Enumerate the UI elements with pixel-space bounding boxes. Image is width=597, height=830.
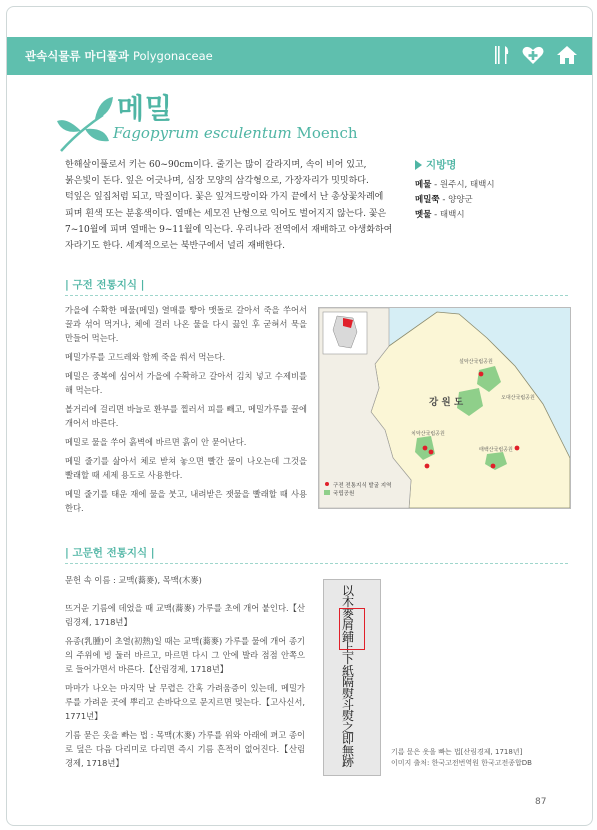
- intro-line: 자라기도 한다. 세계적으로는 북반구에서 널리 재배한다.: [65, 241, 285, 252]
- page-frame: [6, 6, 593, 826]
- category-english: Polygonaceae: [133, 49, 213, 63]
- oral-knowledge-heading: | 구전 전통지식 |: [65, 279, 145, 291]
- map-park-label: 오대산국립공원: [501, 395, 535, 401]
- local-name-item: [415, 208, 565, 223]
- literature-paragraph: 뜨거운 기름에 데었을 때 교맥(蕎麥) 가루를 초에 개어 붙인다.【산림경제, 1718년】: [65, 603, 305, 627]
- header-icons: [494, 44, 578, 66]
- map-legend-park: 국립공원: [333, 491, 355, 497]
- local-name: 메밀쭉: [415, 195, 440, 205]
- local-name-place: - 원주시, 태백시: [431, 180, 495, 190]
- literature-paragraph: 기름 묻은 옷을 빠는 법 : 목맥(木麥) 가루를 위와 아래에 펴고 종이로 덮은 다음 다리미로 다리면 즉시 기름 흔적이 없어진다.【산림경제, 1718년】: [65, 730, 305, 768]
- local-names-heading: [415, 157, 565, 172]
- page-number: 87: [535, 797, 547, 807]
- gangwon-map: [318, 307, 571, 509]
- utensils-icon[interactable]: [494, 44, 510, 66]
- image-caption-source: 이미지 출처: 한국고전번역원 한국고전종합DB: [391, 759, 532, 767]
- intro-line: 피며 흰색 또는 분홍색이다. 열매는 세모진 난형으로 익어도 벌어지지 않는다. 꽃은: [65, 208, 387, 219]
- oral-paragraph: 메밀로 물을 쑤어 흙벽에 바르면 흙이 안 묻어난다.: [65, 437, 247, 447]
- plant-korean-name: 메밀: [117, 92, 174, 125]
- intro-line: 7~10월에 피며 열매는 9~11월에 익는다. 우리나라 전역에서 재배하고 야생화하여: [65, 224, 393, 235]
- map-park-label: 태백산국립공원: [479, 447, 513, 453]
- scientific-binomial: Fagopyrum esculentum: [113, 124, 292, 142]
- literature-knowledge-heading: | 고문헌 전통지식 |: [65, 547, 155, 559]
- section-divider: [65, 295, 568, 296]
- oral-paragraph: 메밀가루를 고드레와 함께 죽을 쒀서 먹는다.: [65, 352, 226, 362]
- local-name-place: - 태백시: [431, 210, 465, 220]
- intro-line: 붉은빛이 돈다. 잎은 어긋나며, 심장 모양의 삼각형으로, 가장자리가 밋밋하다.: [65, 176, 369, 187]
- heart-plus-icon[interactable]: [522, 45, 544, 65]
- local-names-box: [415, 157, 565, 223]
- classical-text-image: [323, 579, 381, 776]
- literature-knowledge-text: [65, 573, 305, 775]
- map-province-label: 강 원 도: [429, 397, 464, 408]
- literature-names: 문헌 속 이름 : 교맥(蕎麥), 목맥(木麥): [65, 575, 202, 585]
- intro-description: [65, 157, 405, 254]
- local-name-item: [415, 193, 565, 208]
- oral-paragraph: 메밀은 중복에 심어서 가을에 수확하고 갈아서 김치 넣고 수제비를 해 먹는다.: [65, 371, 307, 395]
- intro-line: 턱잎은 잎집처럼 되고, 막질이다. 꽃은 잎겨드랑이와 가지 끝에서 난 총상꽃차례에: [65, 192, 384, 203]
- local-name: 멧물: [415, 210, 432, 220]
- map-legend-site: 구전 전통지식 발굴 지역: [333, 483, 392, 489]
- local-name-item: [415, 178, 565, 193]
- literature-paragraph: 유종(乳腫)이 초열(初熱)일 때는 교맥(蕎麥) 가루를 물에 개어 종기의 주위에 빙 둘러 바르고, 마르면 다시 그 안에 발라 점점 안쪽으로 들어가면서 바른다.【산림경제, 1718년】: [65, 636, 305, 674]
- oral-paragraph: 메밀 줄기를 태운 재에 물을 붓고, 내려받은 잿물을 빨래할 때 사용한다.: [65, 489, 307, 513]
- map-park-label: 치악산국립공원: [411, 431, 445, 437]
- intro-line: 한해살이풀로서 키는 60~90cm이다. 줄기는 많이 갈라지며, 속이 비어 있고,: [65, 160, 367, 170]
- home-icon[interactable]: [556, 45, 578, 65]
- oral-knowledge-text: [65, 303, 307, 520]
- scientific-author: Moench: [296, 124, 358, 142]
- classical-text-characters: 以木麥屑鋪上下紙隔熨斗熨之即無跡: [342, 584, 355, 770]
- oral-paragraph: 가을에 수확한 메물(메밀) 열매를 빻아 맷돌로 갈아서 죽을 쑤어서 꿀과 섞어 먹거나, 체에 걸러 나온 물을 다시 끓인 후 굳혀서 묵을 만들어 먹는다.: [65, 305, 307, 343]
- map-park-label: 설악산국립공원: [459, 359, 493, 365]
- literature-paragraph: 마마가 나오는 마지막 날 무렵은 간혹 가려움증이 있는데, 메밀가루를 가려운 곳에 뿌리고 손바닥으로 문지르면 멎는다.【고사신서, 1771년】: [65, 683, 305, 721]
- triangle-bullet-icon: [415, 160, 422, 170]
- category-title: [25, 48, 213, 64]
- header-bar: [7, 37, 592, 75]
- section-divider: [65, 563, 568, 564]
- text-highlight-box: [339, 608, 365, 650]
- image-caption-title: 기름 묻은 옷을 빠는 법[산림경제, 1718년]: [391, 748, 523, 756]
- category-korean: 관속식물류 마디풀과: [25, 49, 129, 63]
- oral-paragraph: 메밀 줄기를 삶아서 체로 받쳐 놓으면 빨간 물이 나오는데 그것을 빨래할 때 세제 용도로 사용한다.: [65, 456, 307, 480]
- oral-paragraph: 볼거리에 걸리면 바늘로 환부를 찔러서 피를 빼고, 메밀가루를 꿀에 개어서 바른다.: [65, 404, 307, 428]
- local-name-place: - 양양군: [439, 195, 473, 205]
- image-caption: [391, 747, 532, 769]
- local-names-title: 지방명: [426, 159, 457, 171]
- leaf-icon: [55, 95, 115, 155]
- plant-scientific-name: [113, 124, 358, 142]
- local-name: 메물: [415, 180, 432, 190]
